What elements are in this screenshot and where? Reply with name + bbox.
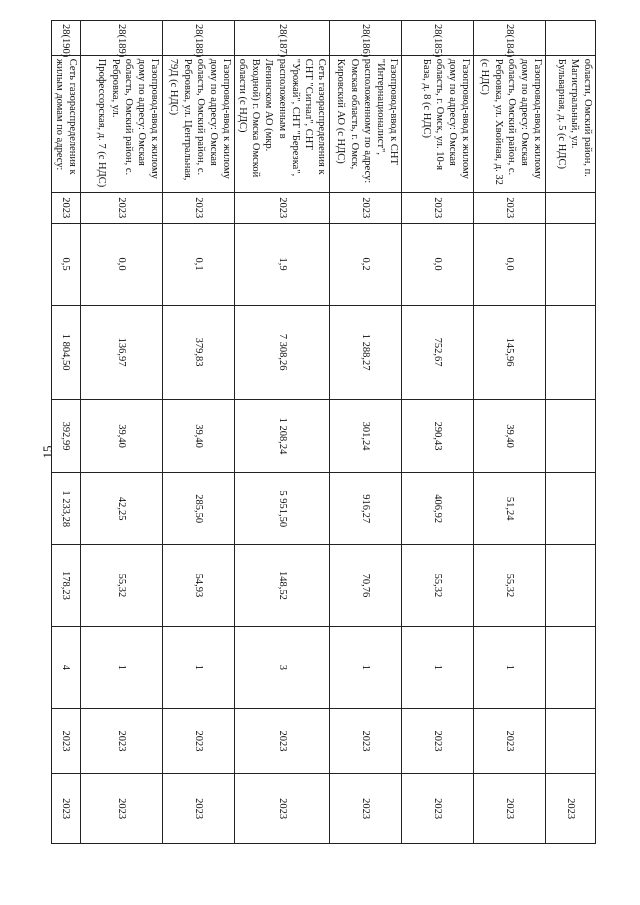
cell-year-start: 2023: [474, 192, 546, 223]
cell-c2: 406,92: [402, 473, 474, 545]
cell-year-b: 2023: [402, 774, 474, 844]
table-row: [163, 21, 235, 844]
cell-count: 3: [235, 626, 330, 708]
cell-count: [546, 626, 596, 708]
cell-year-a: 2023: [402, 708, 474, 774]
cell-c3: 178,23: [51, 545, 80, 627]
cell-count: 1: [402, 626, 474, 708]
cell-id: 28(189): [81, 21, 163, 56]
table-row: [235, 21, 330, 844]
cell-c2: 5 951,50: [235, 473, 330, 545]
cell-year-b: 2023: [546, 774, 596, 844]
cell-year-a: 2023: [474, 708, 546, 774]
cell-year-a: 2023: [235, 708, 330, 774]
cell-year-a: 2023: [81, 708, 163, 774]
cell-year-start: 2023: [402, 192, 474, 223]
cell-c1: 301,24: [330, 399, 402, 473]
cell-year-start: 2023: [330, 192, 402, 223]
cell-year-start: 2023: [163, 192, 235, 223]
table-row: [81, 21, 163, 844]
cell-total: 1 804,50: [51, 305, 80, 399]
cell-year-start: [546, 192, 596, 223]
cell-c1: 290,43: [402, 399, 474, 473]
cell-year-b: 2023: [163, 774, 235, 844]
cell-year-start: 2023: [235, 192, 330, 223]
cell-name: Газопровод-ввод к жилому дому по адресу: Омская область, Омский район, с. Ребровка, ул. Хвойная, д. 32 (с НДС): [474, 55, 546, 192]
table-row: [474, 21, 546, 844]
investment-table: [53, 20, 596, 844]
cell-c1: [546, 399, 596, 473]
cell-id: 28(188): [163, 21, 235, 56]
cell-length: 0,1: [163, 223, 235, 305]
cell-year-b: 2023: [81, 774, 163, 844]
cell-name: Газопровод-ввод к СНТ "Интернационалист", расположенному по адресу: Омская область, г. Омск, Кировский АО (с НДС): [330, 55, 402, 192]
table-row: [402, 21, 474, 844]
cell-total: 7 308,26: [235, 305, 330, 399]
cell-c3: [546, 545, 596, 627]
cell-c1: 39,40: [474, 399, 546, 473]
table-row: [51, 21, 80, 844]
cell-total: 145,96: [474, 305, 546, 399]
cell-c3: 148,52: [235, 545, 330, 627]
cell-count: 1: [474, 626, 546, 708]
table-row: [330, 21, 402, 844]
page-number: 15: [40, 445, 55, 459]
cell-c2: 42,25: [81, 473, 163, 545]
cell-c3: 70,76: [330, 545, 402, 627]
cell-total: 136,97: [81, 305, 163, 399]
cell-length: 0,5: [51, 223, 80, 305]
cell-c2: 51,24: [474, 473, 546, 545]
cell-id: 28(187): [235, 21, 330, 56]
cell-length: 0,0: [81, 223, 163, 305]
cell-c2: [546, 473, 596, 545]
cell-count: 4: [51, 626, 80, 708]
cell-id: 28(190): [51, 21, 80, 56]
cell-count: 1: [81, 626, 163, 708]
cell-year-b: 2023: [330, 774, 402, 844]
cell-year-start: 2023: [81, 192, 163, 223]
cell-year-start: 2023: [51, 192, 80, 223]
cell-count: 1: [163, 626, 235, 708]
cell-name: Газопровод-ввод к жилому дому по адресу: Омская область, г. Омск, ул. 10-я База, д. 8 (с НДС): [402, 55, 474, 192]
cell-c3: 55,32: [81, 545, 163, 627]
cell-count: 1: [330, 626, 402, 708]
cell-c1: 39,40: [81, 399, 163, 473]
cell-c1: 392,99: [51, 399, 80, 473]
cell-year-a: 2023: [51, 708, 80, 774]
cell-c3: 54,93: [163, 545, 235, 627]
cell-id: 28(186): [330, 21, 402, 56]
cell-c3: 55,32: [402, 545, 474, 627]
cell-id: 28(184): [474, 21, 546, 56]
cell-year-a: [546, 708, 596, 774]
cell-length: 0,0: [474, 223, 546, 305]
cell-total: 1 288,27: [330, 305, 402, 399]
cell-name: области, Омский район, п. Магистральный, ул. Бульварная, д. 5 (с НДС): [546, 55, 596, 192]
cell-length: 0,0: [402, 223, 474, 305]
cell-c2: 1 233,28: [51, 473, 80, 545]
cell-name: Газопровод-ввод к жилому дому по адресу: Омская область, Омский район, с. Ребровка, ул. Центральная, 79Д (с НДС): [163, 55, 235, 192]
cell-total: 752,67: [402, 305, 474, 399]
cell-c3: 55,32: [474, 545, 546, 627]
cell-year-a: 2023: [330, 708, 402, 774]
cell-id: [546, 21, 596, 56]
cell-length: 0,2: [330, 223, 402, 305]
cell-c2: 916,27: [330, 473, 402, 545]
cell-total: 379,83: [163, 305, 235, 399]
cell-name: Сеть газораспределения к жилым домам по адресу:: [51, 55, 80, 192]
cell-year-a: 2023: [163, 708, 235, 774]
cell-total: [546, 305, 596, 399]
cell-length: 1,9: [235, 223, 330, 305]
cell-c2: 285,50: [163, 473, 235, 545]
cell-name: Сеть газораспределения к СНТ "Сигнал", СНТ "Урожай", СНТ "Березка", расположенным в Ленинском АО (мкр. Входной) г. Омска Омской области (с НДС): [235, 55, 330, 192]
cell-id: 28(185): [402, 21, 474, 56]
cell-c1: 39,40: [163, 399, 235, 473]
cell-length: [546, 223, 596, 305]
cell-year-b: 2023: [51, 774, 80, 844]
table-row-continuation: [546, 21, 596, 844]
cell-year-b: 2023: [474, 774, 546, 844]
cell-name: Газопровод-ввод к жилому дому по адресу: Омская область, Омский район, с. Ребровка, ул. Профессорская, д. 7 (с НДС): [81, 55, 163, 192]
cell-year-b: 2023: [235, 774, 330, 844]
cell-c1: 1 208,24: [235, 399, 330, 473]
